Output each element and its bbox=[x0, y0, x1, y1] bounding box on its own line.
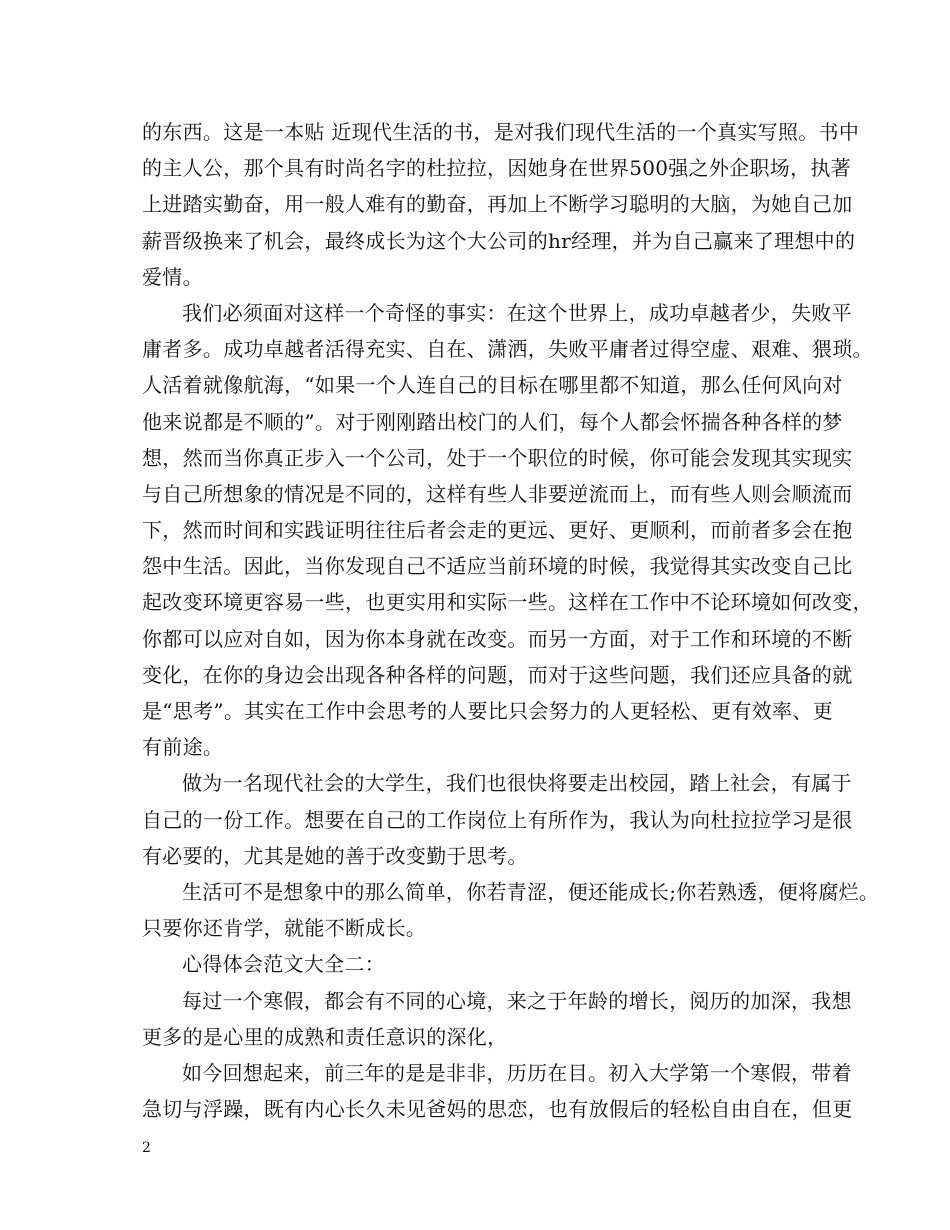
text-line: 怨中生活。因此，当你发现自己不适应当前环境的时候，我觉得其实改变自己比 bbox=[142, 554, 853, 579]
text-line: 变化，在你的身边会出现各种各样的问题，而对于这些问题，我们还应具备的就 bbox=[142, 662, 853, 687]
text-line: 是“思考”。其实在工作中会思考的人要比只会努力的人更轻松、更有效率、更 bbox=[142, 699, 833, 723]
paragraph-start-line: 每过一个寒假，都会有不同的心境，来之于年龄的增长，阅历的加深，我想 bbox=[182, 988, 852, 1013]
text-line: 急切与浮躁，既有内心长久未见爸妈的思恋，也有放假后的轻松自由自在，但更 bbox=[142, 1097, 853, 1122]
paragraph-start-line: 做为一名现代社会的大学生，我们也很快将要走出校园，踏上社会，有属于 bbox=[182, 771, 852, 796]
paragraph-start-line: 如今回想起来，前三年的是是非非，历历在目。初入大学第一个寒假，带着 bbox=[182, 1060, 852, 1085]
text-line: 下，然而时间和实践证明往往后者会走的更远、更好、更顺利，而前者多会在抱 bbox=[142, 518, 853, 543]
text-line: 爱情。 bbox=[142, 264, 203, 289]
paragraph-start-line: 生活可不是想象中的那么简单，你若青涩，便还能成长;你若熟透，便将腐烂。 bbox=[182, 879, 880, 904]
section-heading: 心得体会范文大全二： bbox=[182, 952, 385, 977]
text-line: 只要你还肯学，就能不断成长。 bbox=[142, 916, 427, 941]
page-number: 2 bbox=[142, 1140, 151, 1156]
text-line: 庸者多。成功卓越者活得充实、自在、潇洒，失败平庸者过得空虚、艰难、猥琐。 bbox=[142, 337, 873, 362]
text-line: 有必要的，尤其是她的善于改变勤于思考。 bbox=[142, 843, 528, 868]
text-line: 想，然而当你真正步入一个公司，处于一个职位的时候，你可能会发现其实现实 bbox=[142, 445, 853, 470]
text-line: 与自己所想象的情况是不同的，这样有些人非要逆流而上，而有些人则会顺流而 bbox=[142, 481, 853, 506]
text-line: 有前途。 bbox=[142, 735, 224, 760]
text-line: 更多的是心里的成熟和责任意识的深化， bbox=[142, 1024, 508, 1049]
text-line: 薪晋级换来了机会，最终成长为这个大公司的hr经理，并为自己赢来了理想中的 bbox=[142, 228, 856, 253]
text-line: 人活着就像航海，“如果一个人连自己的目标在哪里都不知道，那么任何风向对 bbox=[142, 373, 843, 398]
text-line: 上进踏实勤奋，用一般人难有的勤奋，再加上不断学习聪明的大脑，为她自己加 bbox=[142, 192, 853, 217]
text-line: 他来说都是不顺的”。对于刚刚踏出校门的人们，每个人都会怀揣各种各样的梦 bbox=[142, 409, 843, 434]
paragraph-start-line: 我们必须面对这样一个奇怪的事实：在这个世界上，成功卓越者少，失败平 bbox=[182, 300, 852, 325]
text-line: 的主人公，那个具有时尚名字的杜拉拉，因她身在世界500强之外企职场，执著 bbox=[142, 156, 851, 181]
text-line: 的东西。这是一本贴 近现代生活的书，是对我们现代生活的一个真实写照。书中 bbox=[142, 120, 860, 144]
text-line: 你都可以应对自如，因为你本身就在改变。而另一方面，对于工作和环境的不断 bbox=[142, 626, 853, 651]
body-text bbox=[142, 114, 880, 1127]
text-line: 起改变环境更容易一些，也更实用和实际一些。这样在工作中不论环境如何改变， bbox=[142, 590, 873, 615]
text-line: 自己的一份工作。想要在自己的工作岗位上有所作为，我认为向杜拉拉学习是很 bbox=[142, 807, 853, 832]
